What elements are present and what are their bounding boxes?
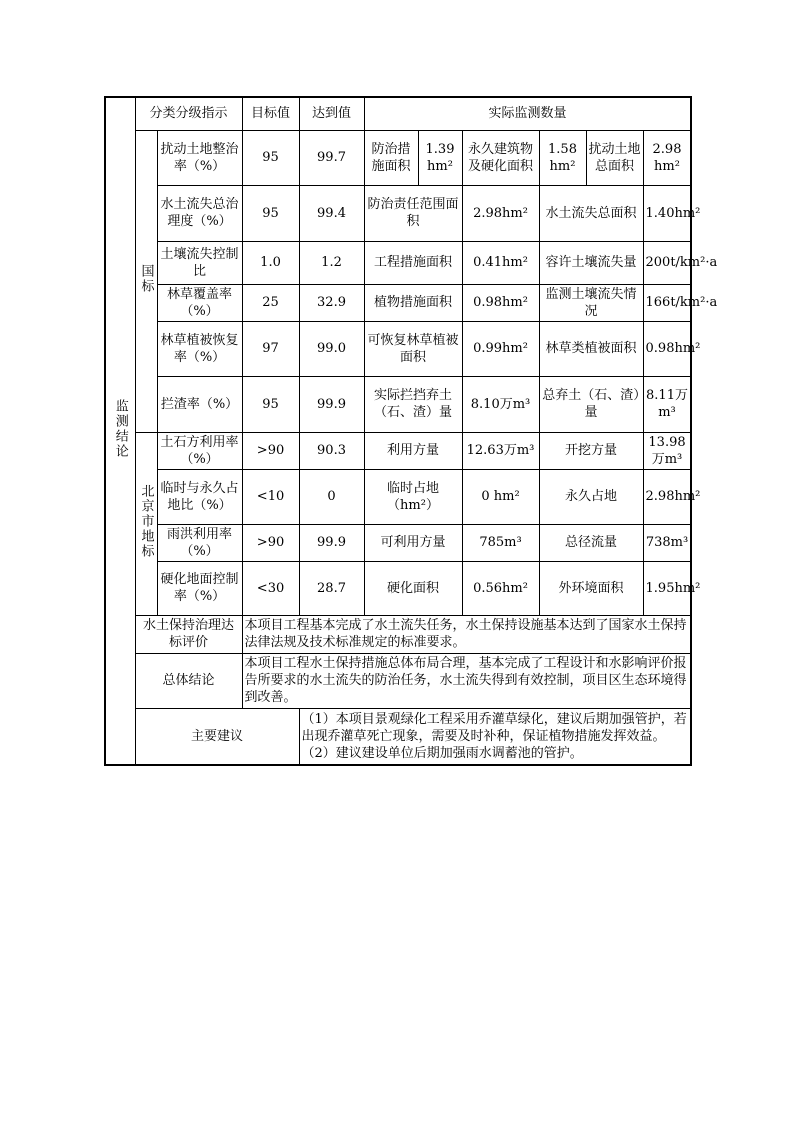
measure-label: 开挖方量	[539, 432, 643, 469]
achieved-value: 28.7	[299, 561, 364, 615]
conclusion-text: 本项目工程水土保持措施总体布局合理，基本完成了工程设计和水影响评价报告所要求的水土流失的防治任务，水土流失得到有效控制，项目区生态环境得到改善。	[242, 653, 691, 708]
measure-value: 1.95hm²	[643, 561, 691, 615]
measure-label: 总弃土（石、渣）量	[539, 376, 643, 432]
indicator-name: 临时与永久占地比（%）	[157, 469, 242, 524]
measure-value: 0.99hm²	[462, 321, 539, 376]
target-value: <10	[242, 469, 299, 524]
header-category: 分类分级指示	[135, 97, 242, 130]
suggestion-item: （2）建议建设单位后期加强雨水调蓄池的管护。	[301, 745, 583, 761]
measure-label: 硬化面积	[364, 561, 462, 615]
measure-value: 1.39 hm²	[418, 130, 462, 185]
header-row	[105, 97, 691, 130]
achieved-value: 90.3	[299, 432, 364, 469]
evaluation-text: 本项目工程基本完成了水土流失任务，水土保持设施基本达到了国家水土保持法律法规及技术标准规定的标准要求。	[242, 615, 691, 653]
measure-value: 8.10万m³	[462, 376, 539, 432]
evaluation-label: 水土保持治理达标评价	[135, 615, 242, 653]
table-row	[105, 432, 691, 469]
measure-label: 植物措施面积	[364, 284, 462, 321]
header-achieved: 达到值	[299, 97, 364, 130]
measure-value: 2.98 hm²	[643, 130, 691, 185]
measure-label: 临时占地（hm²）	[364, 469, 462, 524]
target-value: >90	[242, 524, 299, 561]
achieved-value: 1.2	[299, 241, 364, 284]
measure-value: 12.63万m³	[462, 432, 539, 469]
measure-value: 200t/km²·a	[643, 241, 691, 284]
table-row	[105, 321, 691, 376]
table-row	[105, 561, 691, 615]
side-label: 监测结论	[112, 398, 128, 459]
table-row	[105, 376, 691, 432]
suggestions-label: 主要建议	[135, 708, 299, 765]
suggestion-item: （1）本项目景观绿化工程采用乔灌草绿化，建议后期加强管护，若出现乔灌草死亡现象，需要及时补种，保证植物措施发挥效益。	[301, 711, 687, 744]
measure-value: 0.56hm²	[462, 561, 539, 615]
evaluation-row	[105, 615, 691, 653]
achieved-value: 0	[299, 469, 364, 524]
measure-label: 容许土壤流失量	[539, 241, 643, 284]
measure-value: 1.40hm²	[643, 185, 691, 241]
measure-label: 扰动土地总面积	[586, 130, 643, 185]
measure-label: 外环境面积	[539, 561, 643, 615]
table-row	[105, 524, 691, 561]
measure-label: 水土流失总面积	[539, 185, 643, 241]
national-label-cell	[135, 130, 157, 432]
target-value: 95	[242, 130, 299, 185]
measure-label: 实际拦挡弃土（石、渣）量	[364, 376, 462, 432]
indicator-name: 林草植被恢复率（%）	[157, 321, 242, 376]
measure-label: 总径流量	[539, 524, 643, 561]
indicator-name: 土石方利用率（%）	[157, 432, 242, 469]
achieved-value: 99.0	[299, 321, 364, 376]
measure-label: 工程措施面积	[364, 241, 462, 284]
measure-label: 监测土壤流失情况	[539, 284, 643, 321]
national-label: 国标	[138, 263, 154, 294]
measure-label: 林草类植被面积	[539, 321, 643, 376]
achieved-value: 99.9	[299, 524, 364, 561]
indicator-name: 水土流失总治理度（%）	[157, 185, 242, 241]
beijing-label-cell	[135, 432, 157, 615]
indicator-name: 土壤流失控制比	[157, 241, 242, 284]
header-target: 目标值	[242, 97, 299, 130]
suggestions-text	[299, 708, 691, 765]
table-row	[105, 130, 691, 185]
measure-value: 0.41hm²	[462, 241, 539, 284]
measure-value: 13.98万m³	[643, 432, 691, 469]
measure-value: 738m³	[643, 524, 691, 561]
measure-value: 0.98hm²	[462, 284, 539, 321]
achieved-value: 99.7	[299, 130, 364, 185]
measure-label: 永久建筑物及硬化面积	[462, 130, 539, 185]
target-value: <30	[242, 561, 299, 615]
target-value: 97	[242, 321, 299, 376]
indicator-name: 林草覆盖率（%）	[157, 284, 242, 321]
target-value: 25	[242, 284, 299, 321]
table-row	[105, 469, 691, 524]
measure-value: 8.11万m³	[643, 376, 691, 432]
measure-value: 0.98hm²	[643, 321, 691, 376]
conclusion-label: 总体结论	[135, 653, 242, 708]
side-label-cell	[105, 97, 135, 765]
header-actual: 实际监测数量	[364, 97, 691, 130]
achieved-value: 32.9	[299, 284, 364, 321]
target-value: 95	[242, 376, 299, 432]
measure-value: 2.98hm²	[462, 185, 539, 241]
indicator-name: 硬化地面控制率（%）	[157, 561, 242, 615]
indicator-name: 拦渣率（%）	[157, 376, 242, 432]
table-row	[105, 284, 691, 321]
achieved-value: 99.4	[299, 185, 364, 241]
indicator-name: 雨洪利用率（%）	[157, 524, 242, 561]
measure-value: 2.98hm²	[643, 469, 691, 524]
measure-value: 1.58 hm²	[539, 130, 586, 185]
indicator-name: 扰动土地整治率（%）	[157, 130, 242, 185]
measure-label: 防治责任范围面积	[364, 185, 462, 241]
beijing-label: 北京市地标	[138, 483, 154, 559]
measure-label: 防治措施面积	[364, 130, 418, 185]
target-value: 1.0	[242, 241, 299, 284]
target-value: >90	[242, 432, 299, 469]
conclusion-row	[105, 653, 691, 708]
measure-value: 0 hm²	[462, 469, 539, 524]
table-row	[105, 185, 691, 241]
measure-value: 785m³	[462, 524, 539, 561]
measure-label: 可恢复林草植被面积	[364, 321, 462, 376]
measure-label: 永久占地	[539, 469, 643, 524]
table-row	[105, 241, 691, 284]
achieved-value: 99.9	[299, 376, 364, 432]
measure-label: 可利用方量	[364, 524, 462, 561]
suggestions-row	[105, 708, 691, 765]
measure-label: 利用方量	[364, 432, 462, 469]
measure-value: 166t/km²·a	[643, 284, 691, 321]
target-value: 95	[242, 185, 299, 241]
monitoring-conclusion-table	[104, 96, 718, 766]
